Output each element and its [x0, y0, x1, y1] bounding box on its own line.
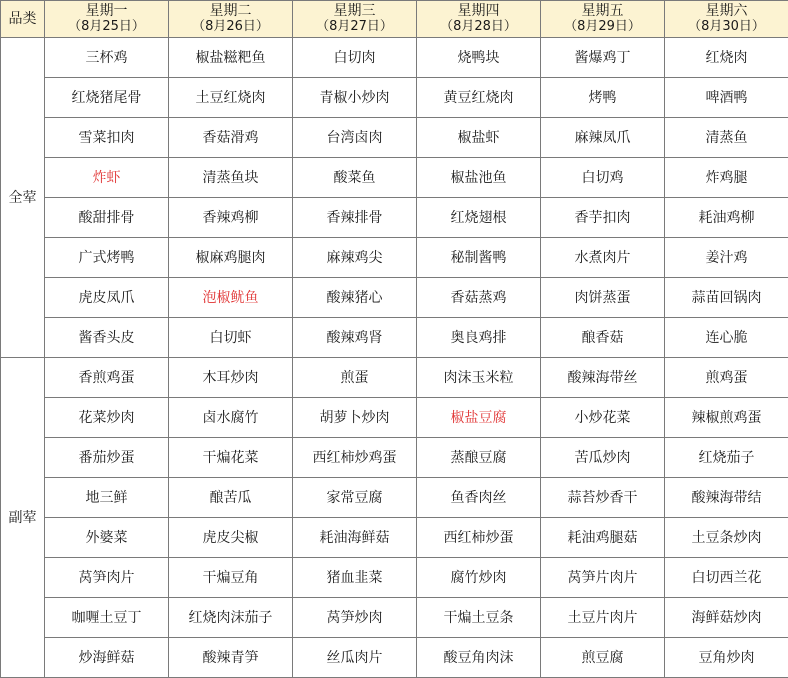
dish-cell: 啤酒鸭: [665, 78, 788, 118]
dish-cell: 肉饼蒸蛋: [541, 278, 665, 318]
dish-cell: 红烧茄子: [665, 438, 788, 478]
dish-cell: 酸辣海带结: [665, 478, 788, 518]
dish-cell: 黄豆红烧肉: [417, 78, 541, 118]
dish-cell: 椒盐豆腐: [417, 398, 541, 438]
table-header: [1, 1, 788, 38]
dish-cell: 酸辣鸡肾: [293, 318, 417, 358]
dish-cell: 白切西兰花: [665, 558, 788, 598]
dish-cell: 煎豆腐: [541, 638, 665, 678]
dish-cell: 蒸酿豆腐: [417, 438, 541, 478]
dish-cell: 水煮肉片: [541, 238, 665, 278]
table-row: [1, 598, 788, 638]
dish-cell: 胡萝卜炒肉: [293, 398, 417, 438]
day-header-mon: [45, 1, 169, 38]
table-row: [1, 518, 788, 558]
dish-cell: 木耳炒肉: [169, 358, 293, 398]
table-row: [1, 398, 788, 438]
table-body: [1, 38, 788, 678]
dish-cell: 椒麻鸡腿肉: [169, 238, 293, 278]
header-row: [1, 1, 788, 38]
table-row: [1, 158, 788, 198]
table-row: [1, 478, 788, 518]
dish-cell: 红烧肉: [665, 38, 788, 78]
day-name: 星期五: [581, 3, 624, 19]
dish-cell: 红烧肉沫茄子: [169, 598, 293, 638]
table-row: [1, 198, 788, 238]
dish-cell: 椒盐糍粑鱼: [169, 38, 293, 78]
dish-cell: 麻辣鸡尖: [293, 238, 417, 278]
day-name: 星期六: [705, 3, 748, 19]
dish-cell: 秘制酱鸭: [417, 238, 541, 278]
dish-cell: 苦瓜炒肉: [541, 438, 665, 478]
dish-cell: 酸菜鱼: [293, 158, 417, 198]
dish-cell: 白切鸡: [541, 158, 665, 198]
dish-cell: 虎皮凤爪: [45, 278, 169, 318]
dish-cell: 小炒花菜: [541, 398, 665, 438]
dish-cell: 咖喱土豆丁: [45, 598, 169, 638]
dish-cell: 台湾卤肉: [293, 118, 417, 158]
dish-cell: 辣椒煎鸡蛋: [665, 398, 788, 438]
day-date: （8月28日）: [440, 19, 517, 34]
day-header-wed: [293, 1, 417, 38]
dish-cell: 耗油海鲜菇: [293, 518, 417, 558]
dish-cell: 土豆片肉片: [541, 598, 665, 638]
dish-cell: 泡椒鱿鱼: [169, 278, 293, 318]
table-row: [1, 638, 788, 678]
dish-cell: 白切肉: [293, 38, 417, 78]
dish-cell: 香芋扣肉: [541, 198, 665, 238]
dish-cell: 干煸豆角: [169, 558, 293, 598]
dish-cell: 耗油鸡腿菇: [541, 518, 665, 558]
dish-cell: 煎蛋: [293, 358, 417, 398]
table-row: [1, 358, 788, 398]
day-header-thu: [417, 1, 541, 38]
day-name: 星期三: [333, 3, 376, 19]
table-row: [1, 238, 788, 278]
dish-cell: 青椒小炒肉: [293, 78, 417, 118]
table-row: [1, 318, 788, 358]
dish-cell: 西红柿炒蛋: [417, 518, 541, 558]
dish-cell: 莴笋肉片: [45, 558, 169, 598]
dish-cell: 丝瓜肉片: [293, 638, 417, 678]
day-date: （8月29日）: [564, 19, 641, 34]
dish-cell: 雪菜扣肉: [45, 118, 169, 158]
dish-cell: 腐竹炒肉: [417, 558, 541, 598]
dish-cell: 干煸花菜: [169, 438, 293, 478]
dish-cell: 香菇蒸鸡: [417, 278, 541, 318]
dish-cell: 姜汁鸡: [665, 238, 788, 278]
dish-cell: 奥良鸡排: [417, 318, 541, 358]
dish-cell: 香煎鸡蛋: [45, 358, 169, 398]
table-row: [1, 118, 788, 158]
dish-cell: 花菜炒肉: [45, 398, 169, 438]
dish-cell: 煎鸡蛋: [665, 358, 788, 398]
dish-cell: 地三鲜: [45, 478, 169, 518]
dish-cell: 酿香菇: [541, 318, 665, 358]
dish-cell: 豆角炒肉: [665, 638, 788, 678]
dish-cell: 炒海鲜菇: [45, 638, 169, 678]
day-name: 星期一: [85, 3, 128, 19]
dish-cell: 烤鸭: [541, 78, 665, 118]
dish-cell: 酿苦瓜: [169, 478, 293, 518]
dish-cell: 肉沫玉米粒: [417, 358, 541, 398]
dish-cell: 烧鸭块: [417, 38, 541, 78]
dish-cell: 猪血韭菜: [293, 558, 417, 598]
dish-cell: 海鲜菇炒肉: [665, 598, 788, 638]
table-row: [1, 438, 788, 478]
dish-cell: 酸甜排骨: [45, 198, 169, 238]
day-header-tue: [169, 1, 293, 38]
dish-cell: 鱼香肉丝: [417, 478, 541, 518]
dish-cell: 酸辣青笋: [169, 638, 293, 678]
dish-cell: 酸豆角肉沫: [417, 638, 541, 678]
dish-cell: 土豆红烧肉: [169, 78, 293, 118]
dish-cell: 耗油鸡柳: [665, 198, 788, 238]
dish-cell: 干煸土豆条: [417, 598, 541, 638]
dish-cell: 三杯鸡: [45, 38, 169, 78]
day-date: （8月25日）: [68, 19, 145, 34]
dish-cell: 家常豆腐: [293, 478, 417, 518]
category-header: 品类: [1, 1, 45, 38]
dish-cell: 酸辣海带丝: [541, 358, 665, 398]
day-header-sat: [665, 1, 788, 38]
table-row: [1, 38, 788, 78]
dish-cell: 莴笋片肉片: [541, 558, 665, 598]
dish-cell: 清蒸鱼块: [169, 158, 293, 198]
dish-cell: 清蒸鱼: [665, 118, 788, 158]
dish-cell: 红烧猪尾骨: [45, 78, 169, 118]
dish-cell: 酸辣猪心: [293, 278, 417, 318]
day-date: （8月26日）: [192, 19, 269, 34]
category-cell: 全荤: [1, 38, 45, 358]
dish-cell: 香辣鸡柳: [169, 198, 293, 238]
dish-cell: 卤水腐竹: [169, 398, 293, 438]
day-name: 星期二: [209, 3, 252, 19]
dish-cell: 炸鸡腿: [665, 158, 788, 198]
dish-cell: 西红柿炒鸡蛋: [293, 438, 417, 478]
table-row: [1, 78, 788, 118]
day-header-fri: [541, 1, 665, 38]
dish-cell: 广式烤鸭: [45, 238, 169, 278]
day-date: （8月30日）: [688, 19, 765, 34]
dish-cell: 椒盐池鱼: [417, 158, 541, 198]
dish-cell: 土豆条炒肉: [665, 518, 788, 558]
dish-cell: 莴笋炒肉: [293, 598, 417, 638]
dish-cell: 蒜苗回锅肉: [665, 278, 788, 318]
dish-cell: 蒜苔炒香干: [541, 478, 665, 518]
category-cell: 副荤: [1, 358, 45, 678]
dish-cell: 红烧翅根: [417, 198, 541, 238]
table-row: [1, 558, 788, 598]
dish-cell: 椒盐虾: [417, 118, 541, 158]
dish-cell: 虎皮尖椒: [169, 518, 293, 558]
table-row: [1, 278, 788, 318]
dish-cell: 炸虾: [45, 158, 169, 198]
dish-cell: 连心脆: [665, 318, 788, 358]
dish-cell: 酱香头皮: [45, 318, 169, 358]
day-name: 星期四: [457, 3, 500, 19]
dish-cell: 香辣排骨: [293, 198, 417, 238]
day-date: （8月27日）: [316, 19, 393, 34]
dish-cell: 麻辣凤爪: [541, 118, 665, 158]
dish-cell: 番茄炒蛋: [45, 438, 169, 478]
dish-cell: 外婆菜: [45, 518, 169, 558]
dish-cell: 白切虾: [169, 318, 293, 358]
dish-cell: 酱爆鸡丁: [541, 38, 665, 78]
dish-cell: 香菇滑鸡: [169, 118, 293, 158]
